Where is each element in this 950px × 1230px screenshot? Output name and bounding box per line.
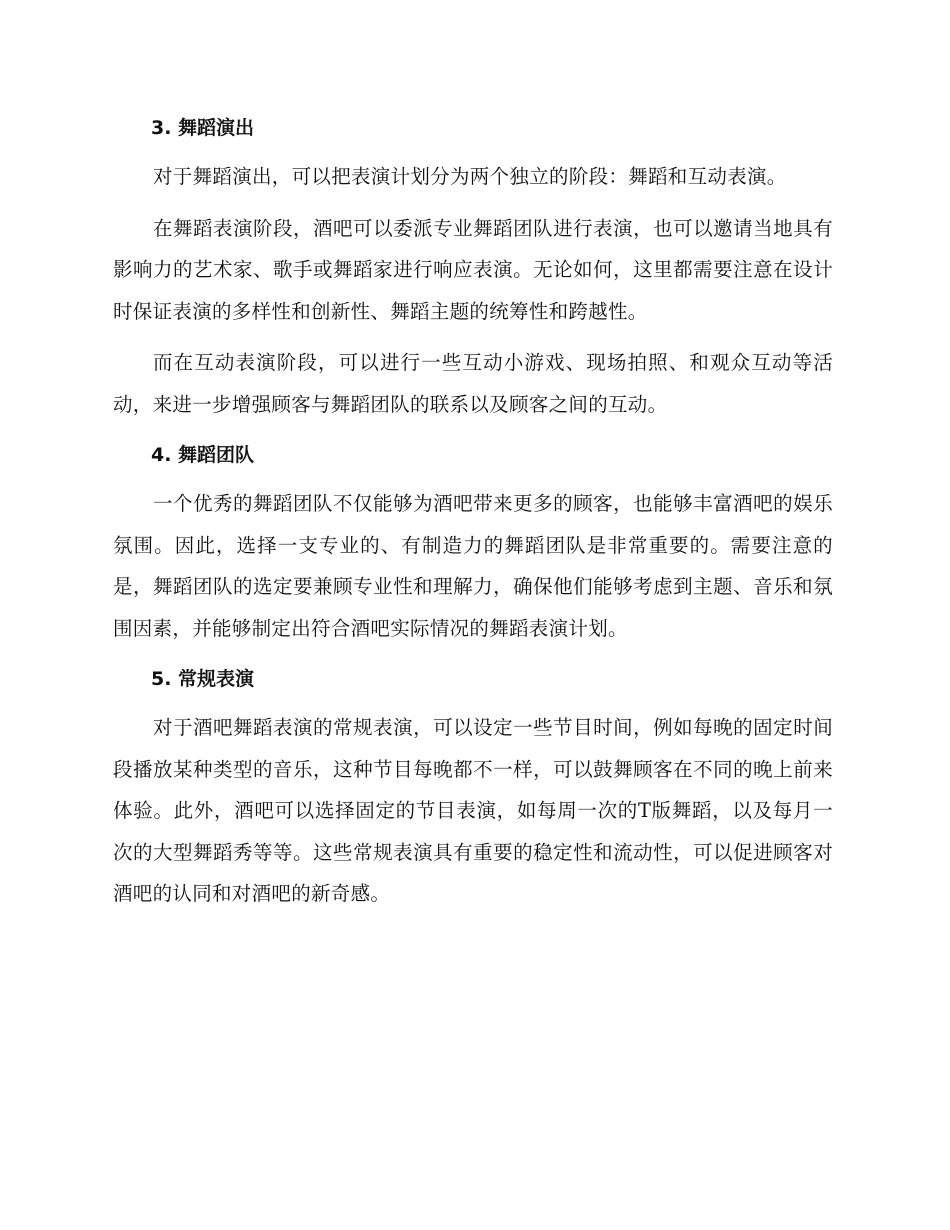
section-heading-dance-team: 4. 舞蹈团队 [151, 444, 255, 466]
paragraph: 对于酒吧舞蹈表演的常规表演，可以设定一些节目时间，例如每晚的固定时间段播放某种类型的音乐，这种节目每晚都不一样，可以鼓舞顾客在不同的晚上前来体验。此外，酒吧可以选择固定的节目表演，如每周一次的T版舞蹈，以及每月一次的大型舞蹈秀等等。这些常规表演具有重要的稳定性和流动性，可以促进顾客对酒吧的认同和对酒吧的新奇感。 [113, 716, 833, 905]
document-page [113, 108, 833, 925]
section-heading-regular-performance: 5. 常规表演 [151, 668, 255, 690]
section-heading-dance-performance: 3. 舞蹈演出 [151, 117, 255, 139]
paragraph: 一个优秀的舞蹈团队不仅能够为酒吧带来更多的顾客，也能够丰富酒吧的娱乐氛围。因此，选择一支专业的、有制造力的舞蹈团队是非常重要的。需要注意的是，舞蹈团队的选定要兼顾专业性和理解力，确保他们能够考虑到主题、音乐和氛围因素，并能够制定出符合酒吧实际情况的舞蹈表演计划。 [113, 492, 833, 640]
paragraph: 对于舞蹈演出，可以把表演计划分为两个独立的阶段：舞蹈和互动表演。 [153, 165, 787, 188]
paragraph: 而在互动表演阶段，可以进行一些互动小游戏、现场拍照、和观众互动等活动，来进一步增强顾客与舞蹈团队的联系以及顾客之间的互动。 [113, 351, 833, 416]
paragraph: 在舞蹈表演阶段，酒吧可以委派专业舞蹈团队进行表演，也可以邀请当地具有影响力的艺术家、歌手或舞蹈家进行响应表演。无论如何，这里都需要注意在设计时保证表演的多样性和创新性、舞蹈主题的统筹性和跨越性。 [113, 216, 833, 323]
